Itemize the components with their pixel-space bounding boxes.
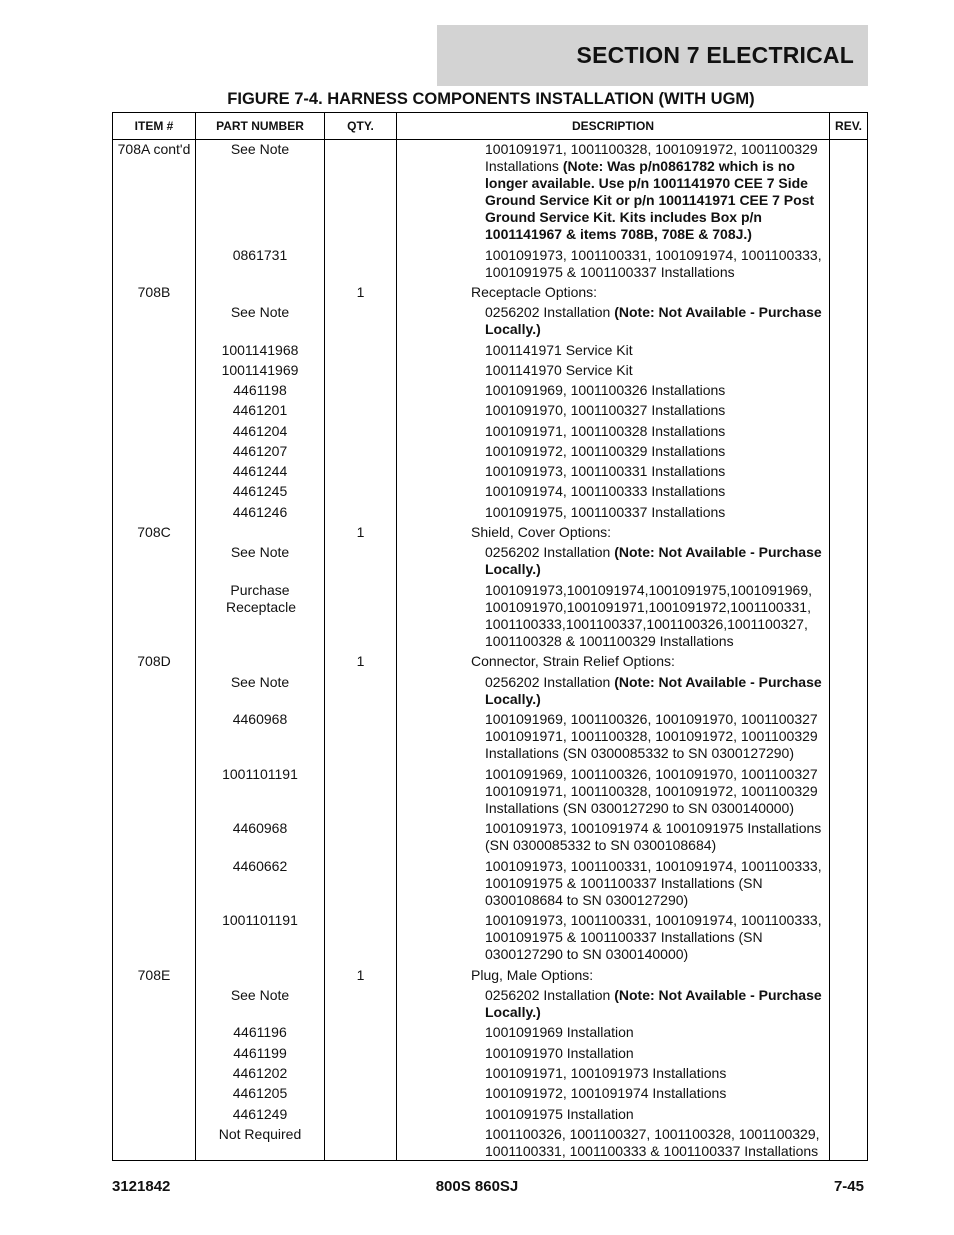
description-text: 1001091969, 1001100326, 1001091970, 1001100327 1001091971, 1001100328, 1001091972, 1001100329 Installations (SN 0300127290 to SN 0300140000): [485, 766, 818, 816]
description-text: 1001091972, 1001091974 Installations: [485, 1085, 727, 1101]
part-number: 4461249: [232, 1106, 288, 1122]
part-number: 4461244: [232, 463, 288, 479]
description-text: 1001091971, 1001100328 Installations: [485, 423, 726, 439]
part-number: 4461198: [233, 382, 287, 398]
parts-table: [112, 112, 868, 1161]
description-text: Plug, Male Options:: [471, 967, 594, 983]
description-text: 1001091971, 1001091973 Installations: [485, 1065, 727, 1081]
description: [471, 967, 816, 984]
col-header-description: DESCRIPTION: [571, 119, 654, 133]
figure-title: FIGURE 7-4. HARNESS COMPONENTS INSTALLATION (WITH UGM): [227, 90, 755, 108]
description: [485, 674, 830, 708]
description-text: Connector, Strain Relief Options:: [471, 653, 675, 669]
description: [485, 483, 830, 500]
description: [485, 1126, 830, 1160]
description-text: 1001091973, 1001091974 & 1001091975 Installations (SN 0300085332 to SN 0300108684): [485, 820, 822, 853]
page-number: 7-45: [833, 1178, 864, 1195]
description-text: 1001091969, 1001100326 Installations: [485, 382, 726, 398]
description-text: 1001091973, 1001100331 Installations: [485, 463, 726, 479]
col-header-part-number: PART NUMBER: [216, 119, 304, 133]
part-number: 4460968: [232, 711, 288, 727]
part-number: Purchase Receptacle: [226, 582, 297, 615]
description-text: 1001091973, 1001100331, 1001091974, 1001100333, 1001091975 & 1001100337 Installations (SN 0300127290 to SN 0300140000): [485, 912, 822, 962]
part-number: See Note: [230, 987, 290, 1003]
item-number: 708E: [137, 967, 171, 983]
description: [485, 402, 830, 419]
description: [485, 382, 830, 399]
doc-number: 3121842: [112, 1178, 171, 1195]
column-divider: [324, 113, 325, 1160]
description: [485, 304, 830, 338]
item-number: 708B: [137, 284, 171, 300]
description-text: 1001100326, 1001100327, 1001100328, 1001100329, 1001100331, 1001100333 & 1001100337 Installations: [485, 1126, 820, 1159]
part-number: See Note: [230, 304, 290, 320]
description-text: 1001091975, 1001100337 Installations: [485, 504, 726, 520]
description-text: 1001091974, 1001100333 Installations: [485, 483, 726, 499]
description-text: 1001091971, 1001100328, 1001091972, 1001100329 Installations: [485, 141, 818, 174]
description-text: Receptacle Options:: [471, 284, 598, 300]
item-number: 708A cont'd: [117, 141, 191, 157]
col-header-item: ITEM #: [134, 119, 174, 133]
part-number: See Note: [230, 544, 290, 560]
quantity: 1: [356, 524, 365, 540]
item-number: 708C: [137, 524, 171, 540]
quantity: 1: [356, 967, 365, 983]
part-number: See Note: [230, 674, 290, 690]
part-number: 1001101191: [222, 912, 298, 928]
description-text: 1001091970, 1001100327 Installations: [485, 402, 726, 418]
description: [485, 766, 830, 817]
col-header-qty: QTY.: [347, 119, 374, 133]
description-text: 0256202 Installation: [485, 987, 611, 1003]
description: [485, 463, 830, 480]
description: [485, 544, 830, 578]
part-number: 1001101191: [222, 766, 298, 782]
part-number: 1001141969: [221, 362, 299, 378]
description: [485, 342, 830, 359]
part-number: 1001141968: [221, 342, 299, 358]
description: [485, 1045, 830, 1062]
description-text: 1001091973,1001091974,1001091975,1001091969, 1001091970,1001091971,1001091972,1001100331, 1001100333,1001100337,1001100326,1001100327, 1001100328 & 1001100329 Installations: [485, 582, 813, 649]
part-number: 4460968: [232, 820, 288, 836]
description: [485, 1085, 830, 1102]
column-divider: [396, 113, 397, 1160]
description-text: 0256202 Installation: [485, 674, 611, 690]
description: [485, 1065, 830, 1082]
table-header: [113, 113, 867, 140]
description: [485, 711, 830, 762]
description: [471, 284, 816, 301]
description-text: Shield, Cover Options:: [471, 524, 612, 540]
part-number: 4461245: [232, 483, 288, 499]
part-number: 4461204: [232, 423, 288, 439]
description: [485, 141, 830, 243]
description-note: (Note: Not Available - Purchase Locally.): [485, 987, 822, 1020]
description: [485, 820, 830, 854]
description: [485, 504, 830, 521]
part-number: 4461205: [232, 1085, 288, 1101]
quantity: 1: [356, 284, 365, 300]
section-header-box: [437, 25, 868, 86]
description: [485, 423, 830, 440]
description-text: 1001141970 Service Kit: [485, 362, 633, 378]
part-number: 4460662: [232, 858, 288, 874]
description-note: (Note: Not Available - Purchase Locally.): [485, 304, 822, 337]
part-number: 4461196: [233, 1024, 287, 1040]
section-title: SECTION 7 ELECTRICAL: [576, 42, 854, 68]
part-number: 0861731: [232, 247, 288, 263]
description-note: (Note: Was p/n0861782 which is no longer available. Use p/n 1001141970 CEE 7 Side Ground Service Kit or p/n 1001141971 CEE 7 Post Ground Service Kit. Kits includes Box p/n 1001141967 & items 708B, 708E & 708J.): [485, 158, 815, 242]
description-text: 0256202 Installation: [485, 544, 611, 560]
description: [485, 1106, 830, 1123]
description: [471, 653, 816, 670]
description-note: (Note: Not Available - Purchase Locally.): [485, 544, 822, 577]
description: [485, 1024, 830, 1041]
description: [485, 987, 830, 1021]
part-number: Not Required: [218, 1126, 302, 1142]
description: [485, 247, 830, 281]
description-note: (Note: Not Available - Purchase Locally.): [485, 674, 822, 707]
description: [485, 443, 830, 460]
description-text: 1001091972, 1001100329 Installations: [485, 443, 726, 459]
col-header-rev: REV.: [835, 119, 862, 133]
part-number: 4461199: [233, 1045, 287, 1061]
description: [485, 582, 830, 650]
quantity: 1: [356, 653, 365, 669]
item-number: 708D: [137, 653, 171, 669]
description-text: 1001091975 Installation: [485, 1106, 634, 1122]
part-number: 4461246: [232, 504, 288, 520]
description-text: 1001091969 Installation: [485, 1024, 634, 1040]
description-text: 1001141971 Service Kit: [485, 342, 633, 358]
description-text: 1001091973, 1001100331, 1001091974, 1001100333, 1001091975 & 1001100337 Installations (SN 0300108684 to SN 0300127290): [485, 858, 822, 908]
description-text: 1001091973, 1001100331, 1001091974, 1001100333, 1001091975 & 1001100337 Installations: [485, 247, 822, 280]
part-number: See Note: [230, 141, 290, 157]
part-number: 4461201: [232, 402, 288, 418]
part-number: 4461202: [232, 1065, 288, 1081]
description: [471, 524, 816, 541]
description: [485, 858, 830, 909]
description-text: 1001091969, 1001100326, 1001091970, 1001100327 1001091971, 1001100328, 1001091972, 1001100329 Installations (SN 0300085332 to SN 0300127290): [485, 711, 818, 761]
description-text: 0256202 Installation: [485, 304, 611, 320]
description: [485, 912, 830, 963]
description: [485, 362, 830, 379]
part-number: 4461207: [232, 443, 288, 459]
description-text: 1001091970 Installation: [485, 1045, 634, 1061]
model-name: 800S 860SJ: [435, 1178, 519, 1195]
